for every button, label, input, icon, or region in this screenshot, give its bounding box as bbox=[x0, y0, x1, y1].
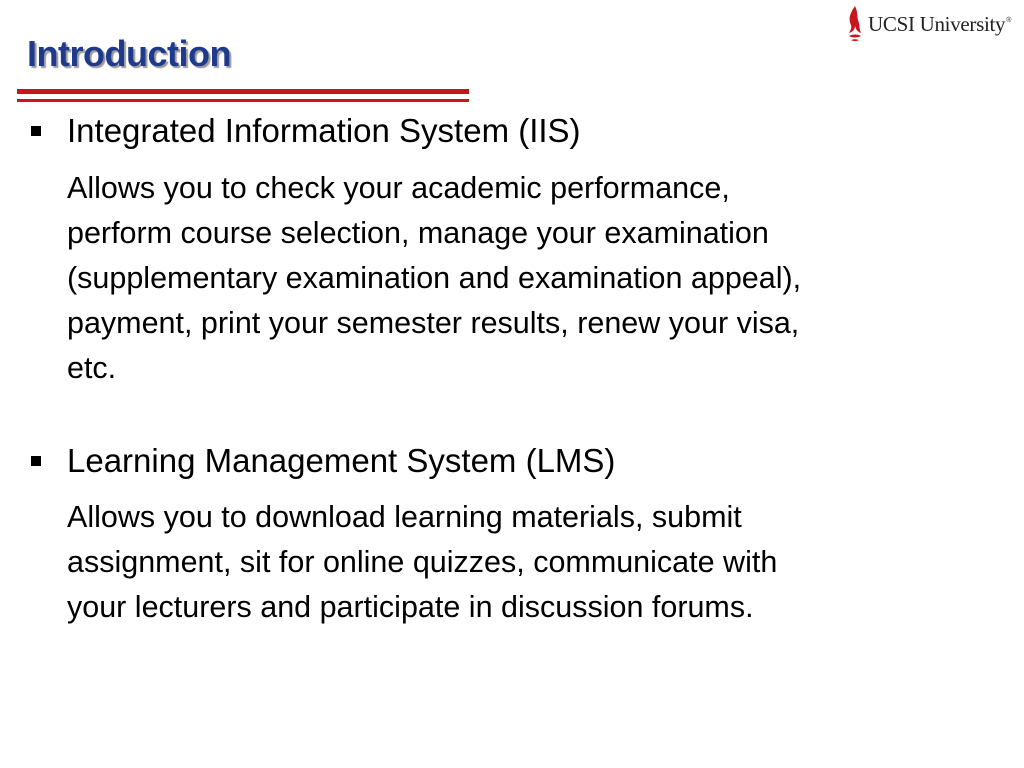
body-line: etc. bbox=[67, 351, 117, 385]
title-underline-thin bbox=[17, 99, 469, 102]
body-line: Allows you to download learning materials, submit bbox=[67, 500, 742, 534]
bullet-heading: Integrated Information System (IIS) bbox=[67, 112, 581, 149]
logo-text: UCSI University bbox=[868, 11, 1006, 36]
square-bullet-icon bbox=[31, 126, 41, 136]
bullet-body bbox=[67, 495, 967, 630]
body-line: payment, print your semester results, renew your visa, bbox=[67, 306, 800, 340]
registered-mark: ® bbox=[1006, 16, 1012, 24]
square-bullet-icon bbox=[31, 456, 41, 466]
body-line: perform course selection, manage your examination bbox=[67, 216, 769, 250]
university-logo bbox=[846, 4, 1022, 44]
body-line: Allows you to check your academic performance, bbox=[67, 171, 730, 205]
bullet-heading: Learning Management System (LMS) bbox=[67, 442, 616, 479]
body-line: (supplementary examination and examination appeal), bbox=[67, 261, 802, 295]
bullet-body bbox=[67, 166, 967, 391]
body-line: assignment, sit for online quizzes, communicate with bbox=[67, 545, 778, 579]
slide-title: Introduction bbox=[27, 33, 231, 74]
title-underline-thick bbox=[17, 89, 469, 94]
flame-logo-icon bbox=[846, 5, 864, 43]
body-line: your lecturers and participate in discussion forums. bbox=[67, 590, 754, 624]
